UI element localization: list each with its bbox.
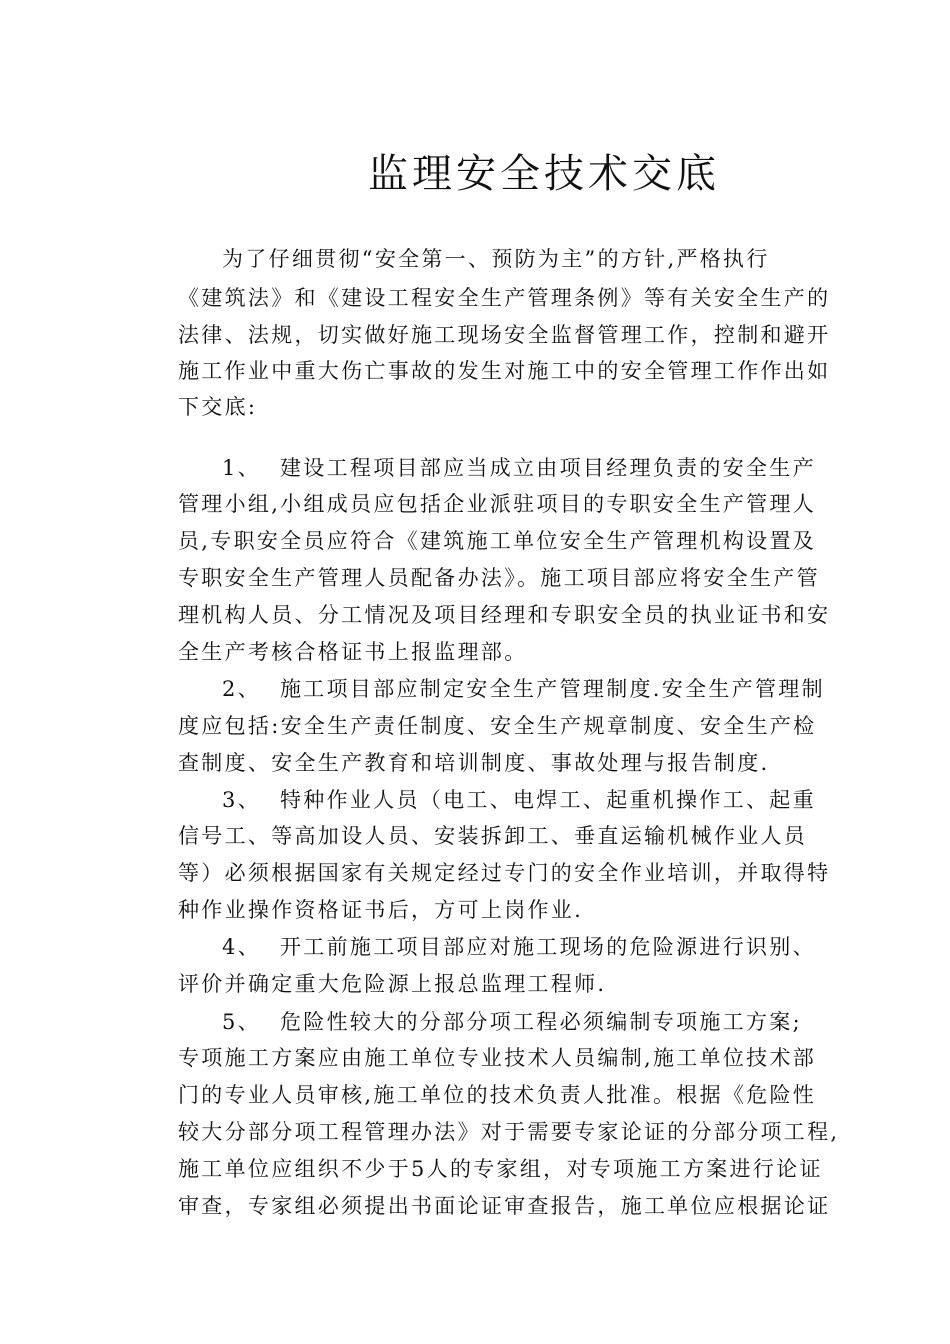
item-first-line (222, 1007, 802, 1037)
item-line: 较大分部分项工程管理办法》对于需要专家论证的分部分项工程, (178, 1120, 840, 1144)
item-line: 种作业操作资格证书后，方可上岗作业. (178, 898, 584, 922)
item-number: 5、 (222, 1010, 261, 1034)
item-line: 信号工、等高加设人员、安装拆卸工、垂直运输机械作业人员 (178, 824, 808, 848)
item-text: 建设工程项目部应当成立由项目经理负责的安全生产 (280, 456, 816, 480)
item-line: 专项施工方案应由施工单位专业技术人员编制,施工单位技术部 (178, 1046, 817, 1070)
item-line: 度应包括:安全生产责任制度、安全生产规章制度、安全生产检 (178, 714, 817, 738)
item-line: 等）必须根据国家有关规定经过专门的安全作业培训，并取得特 (178, 861, 831, 885)
item-text: 开工前施工项目部应对施工现场的危险源进行识别、 (280, 935, 816, 959)
item-line: 审查，专家组必须提出书面论证审查报告，施工单位应根据论证 (178, 1194, 831, 1218)
item-line: 施工单位应组织不少于5人的专家组，对专项施工方案进行论证 (178, 1157, 823, 1181)
item-number: 4、 (222, 935, 261, 959)
item-first-line (222, 785, 816, 815)
item-line: 理机构人员、分工情况及项目经理和专职安全员的执业证书和安 (178, 603, 831, 627)
item-number: 1、 (222, 456, 261, 480)
intro-line: 法律、法规，切实做好施工现场安全监督管理工作，控制和避开 (178, 323, 831, 347)
item-number: 3、 (222, 788, 261, 812)
item-line: 查制度、安全生产教育和培训制度、事故处理与报告制度. (178, 751, 770, 775)
item-text: 施工项目部应制定安全生产管理制度.安全生产管理制 (280, 677, 825, 701)
item-line: 全生产考核合格证书上报监理部。 (178, 640, 528, 664)
item-number: 2、 (222, 677, 261, 701)
item-first-line (222, 453, 816, 483)
item-text: 特种作业人员（电工、电焊工、起重机操作工、起重 (280, 788, 816, 812)
intro-line: 下交底: (178, 395, 258, 419)
intro-line: 施工作业中重大伤亡事故的发生对施工中的安全管理工作作出如 (178, 359, 831, 383)
item-line: 管理小组,小组成员应包括企业派驻项目的专职安全生产管理人 (178, 492, 817, 516)
item-line: 专职安全生产管理人员配备办法》。施工项目部应将安全生产管 (178, 566, 820, 590)
item-text: 危险性较大的分部分项工程必须编制专项施工方案; (280, 1010, 802, 1034)
intro-line: 为了仔细贯彻“安全第一、预防为主”的方针,严格执行 (222, 247, 770, 271)
item-line: 门的专业人员审核,施工单位的技术负责人批准。根据《危险性 (178, 1083, 817, 1107)
intro-line: 《建筑法》和《建设工程安全生产管理条例》等有关安全生产的 (178, 286, 831, 310)
item-first-line (222, 674, 825, 704)
item-line: 员,专职安全员应符合《建筑施工单位安全生产管理机构设置及 (178, 529, 817, 553)
item-line: 评价并确定重大危险源上报总监理工程师. (178, 972, 607, 996)
document-title: 监理安全技术交底 (368, 151, 720, 197)
item-first-line (222, 932, 816, 962)
